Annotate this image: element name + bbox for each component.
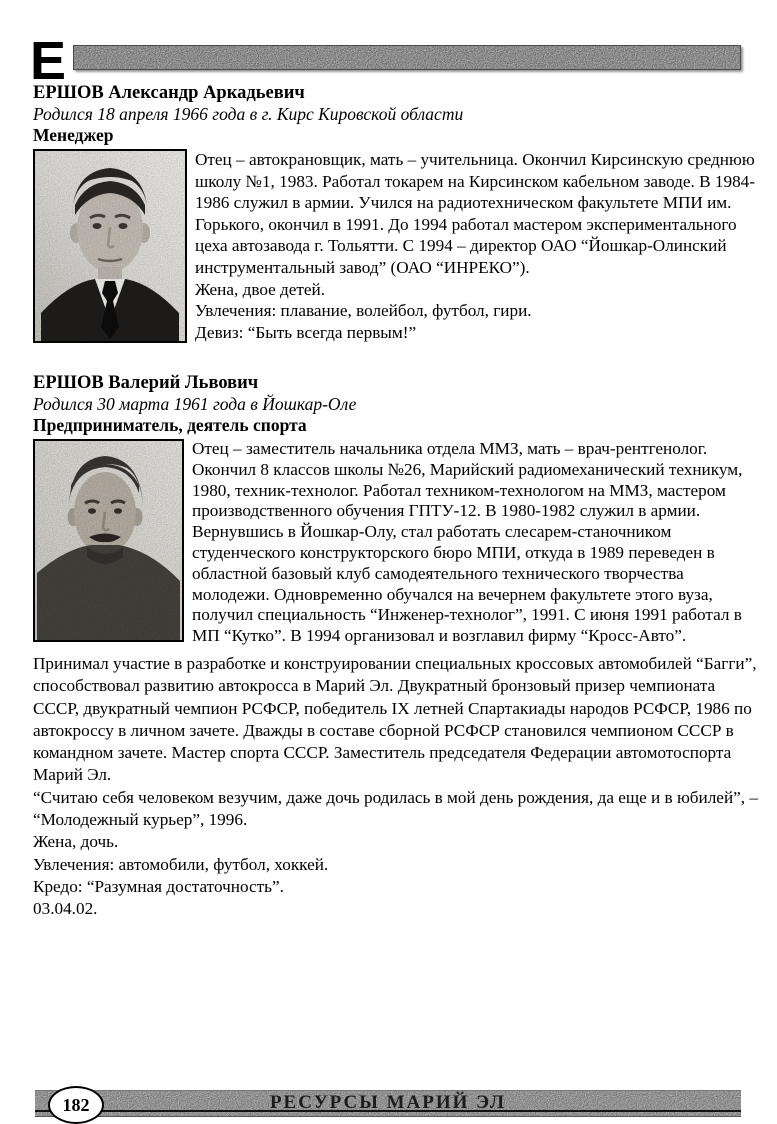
section-divider-bar xyxy=(73,45,741,70)
entry-date: 03.04.02. xyxy=(33,899,98,919)
footer-title: РЕСУРСЫ МАРИЙ ЭЛ xyxy=(269,1092,507,1113)
credo-line: Кредо: “Разумная достаточность”. xyxy=(33,876,284,896)
portrait-illustration xyxy=(35,441,182,640)
entry-ershov-valeriy xyxy=(33,372,761,921)
family-line: Жена, двое детей. xyxy=(195,279,326,299)
footer-bar xyxy=(35,1090,741,1117)
motto-line: Девиз: “Быть всегда первым!” xyxy=(195,322,417,342)
hobbies-line: Увлечения: плавание, волейбол, футбол, гири. xyxy=(195,301,532,321)
bio-row xyxy=(33,439,761,647)
page-number: 182 xyxy=(62,1094,90,1115)
person-name: ЕРШОВ Валерий Львович xyxy=(33,373,259,393)
quote-line: “Считаю себя человеком везучим, даже дочь родилась в мой день рождения, да еще и в юбилей”, – “Молодежный курьер”, 1996. xyxy=(33,787,758,830)
bio-text xyxy=(192,439,761,647)
bio-full-width xyxy=(33,653,761,921)
achievements-paragraph: Принимал участие в разработке и конструировании специальных кроссовых автомобилей “Багги”, способствовал развитию автокросса в Марий Эл. Двукратный бронзовый призер чемпионата СССР, двукратный чемпион РСФСР, победитель IX летней Спартакиады народов РСФСР, 1986 по автокроссу в личном зачете. Дважды в составе сборной РСФСР становился чемпионом СССР в командном зачете. Мастер спорта СССР. Заместитель председателя Федерации автомотоспорта Марий Эл. xyxy=(33,653,757,785)
portrait-photo xyxy=(33,149,187,343)
bio-paragraph: Отец – заместитель начальника отдела ММЗ, мать – врач-рентгенолог. Окончил 8 классов школы №26, Марийский радиомеханический техникум, 1980, техник-технолог. Работал техником-технологом на ММЗ, мастером производственного обучения ГПТУ-12. В 1980-1982 служил в армии. Вернувшись в Йошкар-Олу, стал работать слесарем-станочником студенческого конструкторского бюро МПИ, откуда в 1989 переведен в областной базовый клуб самодеятельного технического творчества молодежи. Одновременно обучался на вечернем факультете этого вуза, получил специальность “Инженер-технолог”, 1991. С июня 1991 работал в МП “Кутко”. В 1994 организовал и возглавил фирму “Кросс-Авто”. xyxy=(192,439,743,646)
bar-texture xyxy=(74,46,740,69)
person-name: ЕРШОВ Александр Аркадьевич xyxy=(33,83,305,103)
family-line: Жена, дочь. xyxy=(33,832,119,852)
portrait-photo xyxy=(33,439,184,642)
bio-paragraph: Отец – автокрановщик, мать – учительница. Окончил Кирсинскую среднюю школу №1, 1983. Работал токарем на Кирсинском кабельном заводе. В 1984-1986 служил в армии. Учился на радиотехническом факультете МПИ им. Горького, окончил в 1991. До 1994 работал мастером экспериментального цеха автозавода г. Тольятти. С 1994 – директор ОАО “Йошкар-Олинский инструментальный завод” (ОАО “ИНРЕКО”). xyxy=(195,150,755,277)
profession: Предприниматель, деятель спорта xyxy=(33,415,307,435)
portrait-illustration xyxy=(35,151,185,341)
birth-info: Родился 18 апреля 1966 года в г. Кирс Кировской области xyxy=(33,104,464,124)
bio-text xyxy=(195,149,761,343)
hobbies-line: Увлечения: автомобили, футбол, хоккей. xyxy=(33,854,329,874)
page-number-badge xyxy=(48,1086,104,1124)
bio-row xyxy=(33,149,761,343)
profession: Менеджер xyxy=(33,125,114,145)
entry-ershov-alexandr xyxy=(33,82,761,343)
birth-info: Родился 30 марта 1961 года в Йошкар-Оле xyxy=(33,394,357,414)
section-letter: Е xyxy=(30,31,65,91)
